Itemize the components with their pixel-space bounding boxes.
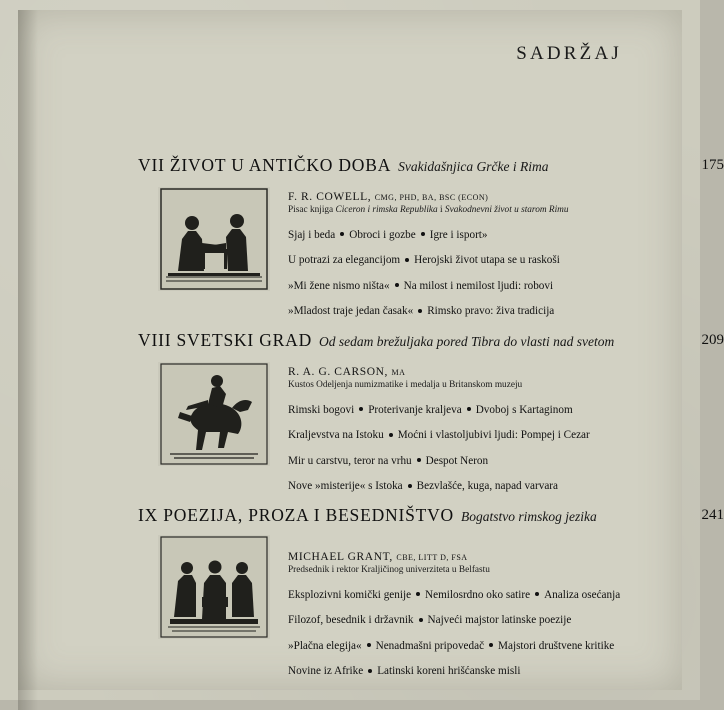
- woodcut-rider-on-beast-illustration: [158, 362, 270, 466]
- chapter-subtitle: Svakidašnjica Grčke i Rima: [398, 159, 548, 174]
- author-line: [288, 366, 658, 378]
- chapter-page-number: 175: [702, 157, 724, 174]
- topic-item: Bezvlašće, kuga, napad varvara: [417, 480, 558, 492]
- topic-line: [288, 479, 658, 494]
- topic-item: Nove »misterije« s Istoka: [288, 480, 403, 492]
- chapter-body-9: [288, 551, 658, 679]
- bullet-separator-icon: [421, 232, 425, 236]
- chapter-body-7: [288, 191, 658, 319]
- topic-item: »Mi žene nismo ništa«: [288, 280, 390, 292]
- topic-line: [288, 588, 658, 603]
- woodcut-two-figures-at-table-illustration: [158, 187, 270, 291]
- chapter-subtitle: Od sedam brežuljaka pored Tibra do vlasti nad svetom: [319, 334, 614, 349]
- author-desc-work-2: Svakodnevni život u starom Rimu: [445, 205, 569, 215]
- topic-item: Sjaj i beda: [288, 229, 335, 241]
- woodcut-three-seated-figures-illustration: [158, 535, 270, 639]
- topic-item: Filozof, besednik i državnik: [288, 614, 414, 626]
- topic-item: Na milost i nemilost ljudi: robovi: [404, 280, 553, 292]
- bullet-separator-icon: [467, 407, 471, 411]
- chapter-heading[interactable]: [138, 155, 638, 181]
- bullet-separator-icon: [408, 484, 412, 488]
- topic-item: Obroci i gozbe: [349, 229, 415, 241]
- author-line: [288, 191, 658, 203]
- topic-item: Rimsko pravo: živa tradicija: [427, 305, 554, 317]
- author-description: [288, 565, 658, 577]
- bullet-separator-icon: [416, 592, 420, 596]
- topic-item: Nenadmašni pripovedač: [376, 640, 484, 652]
- topic-item: Moćni i vlastoljubivi ljudi: Pompej i Cezar: [398, 429, 590, 441]
- author-credentials: MA: [392, 368, 406, 377]
- topic-line: [288, 279, 658, 294]
- book-page: [18, 10, 682, 690]
- bullet-separator-icon: [340, 232, 344, 236]
- chapter-entry-8: [138, 330, 638, 356]
- chapter-page-number: 209: [702, 332, 724, 349]
- chapter-body-8: [288, 366, 658, 494]
- author-credentials: CMG, PHD, BA, BSC (ECON): [375, 193, 489, 202]
- topic-item: Dvoboj s Kartaginom: [476, 404, 573, 416]
- bullet-separator-icon: [418, 309, 422, 313]
- topic-line: [288, 403, 658, 418]
- topic-line: [288, 228, 658, 243]
- page-gutter-shadow: [18, 10, 38, 710]
- topic-item: Majstori društvene kritike: [498, 640, 614, 652]
- topic-line: [288, 304, 658, 319]
- topic-item: Herojski život utapa se u raskoši: [414, 254, 560, 266]
- bullet-separator-icon: [419, 618, 423, 622]
- topic-item: »Plačna elegija«: [288, 640, 362, 652]
- topic-line: [288, 639, 658, 654]
- topic-item: Kraljevstva na Istoku: [288, 429, 384, 441]
- topic-line: [288, 253, 658, 268]
- author-line: [288, 551, 658, 563]
- page-title: SADRŽAJ: [516, 43, 622, 65]
- chapter-heading[interactable]: [138, 505, 638, 531]
- bullet-separator-icon: [535, 592, 539, 596]
- author-description: [288, 380, 658, 392]
- bullet-separator-icon: [489, 643, 493, 647]
- topic-item: Novine iz Afrike: [288, 665, 363, 677]
- topic-item: Najveći majstor latinske poezije: [428, 614, 572, 626]
- author-credentials: CBE, LITT D, FSA: [396, 553, 467, 562]
- chapter-heading[interactable]: [138, 330, 638, 356]
- topic-item: Eksplozivni komički genije: [288, 589, 411, 601]
- topic-line: [288, 454, 658, 469]
- topic-item: Despot Neron: [426, 455, 488, 467]
- bullet-separator-icon: [368, 669, 372, 673]
- topic-item: U potrazi za elegancijom: [288, 254, 400, 266]
- topic-item: Igre i isport»: [430, 229, 488, 241]
- bullet-separator-icon: [389, 433, 393, 437]
- chapter-title: VII ŽIVOT U ANTIČKO DOBA: [138, 155, 391, 175]
- topic-line: [288, 664, 658, 679]
- chapter-page-number: 241: [702, 507, 724, 524]
- author-desc-prefix: Predsednik i rektor Kraljičinog univerziteta u Belfastu: [288, 565, 490, 575]
- author-desc-work-1: Ciceron i rimska Republika: [336, 205, 438, 215]
- bullet-separator-icon: [367, 643, 371, 647]
- author-desc-prefix: Pisac knjiga: [288, 205, 336, 215]
- topic-line: [288, 613, 658, 628]
- author-name: F. R. COWELL,: [288, 191, 371, 203]
- bullet-separator-icon: [405, 258, 409, 262]
- author-desc-conjunction: i: [438, 205, 445, 215]
- chapter-entry-9: [138, 505, 638, 531]
- bullet-separator-icon: [359, 407, 363, 411]
- chapter-title: VIII SVETSKI GRAD: [138, 330, 312, 350]
- author-name: MICHAEL GRANT,: [288, 551, 393, 563]
- author-desc-prefix: Kustos Odeljenja numizmatike i medalja u Britanskom muzeju: [288, 380, 522, 390]
- topic-item: »Mladost traje jedan časak«: [288, 305, 413, 317]
- author-name: R. A. G. CARSON,: [288, 366, 388, 378]
- topic-item: Rimski bogovi: [288, 404, 354, 416]
- chapter-subtitle: Bogatstvo rimskog jezika: [461, 509, 597, 524]
- author-description: [288, 205, 658, 217]
- bullet-separator-icon: [395, 283, 399, 287]
- chapter-title: IX POEZIJA, PROZA I BESEDNIŠTVO: [138, 505, 454, 525]
- topic-item: Analiza osećanja: [544, 589, 620, 601]
- chapter-entry-7: [138, 155, 638, 181]
- topic-line: [288, 428, 658, 443]
- topic-item: Latinski koreni hrišćanske misli: [377, 665, 520, 677]
- topic-item: Nemilosrdno oko satire: [425, 589, 530, 601]
- topic-item: Mir u carstvu, teror na vrhu: [288, 455, 412, 467]
- bullet-separator-icon: [417, 458, 421, 462]
- topic-item: Proterivanje kraljeva: [368, 404, 462, 416]
